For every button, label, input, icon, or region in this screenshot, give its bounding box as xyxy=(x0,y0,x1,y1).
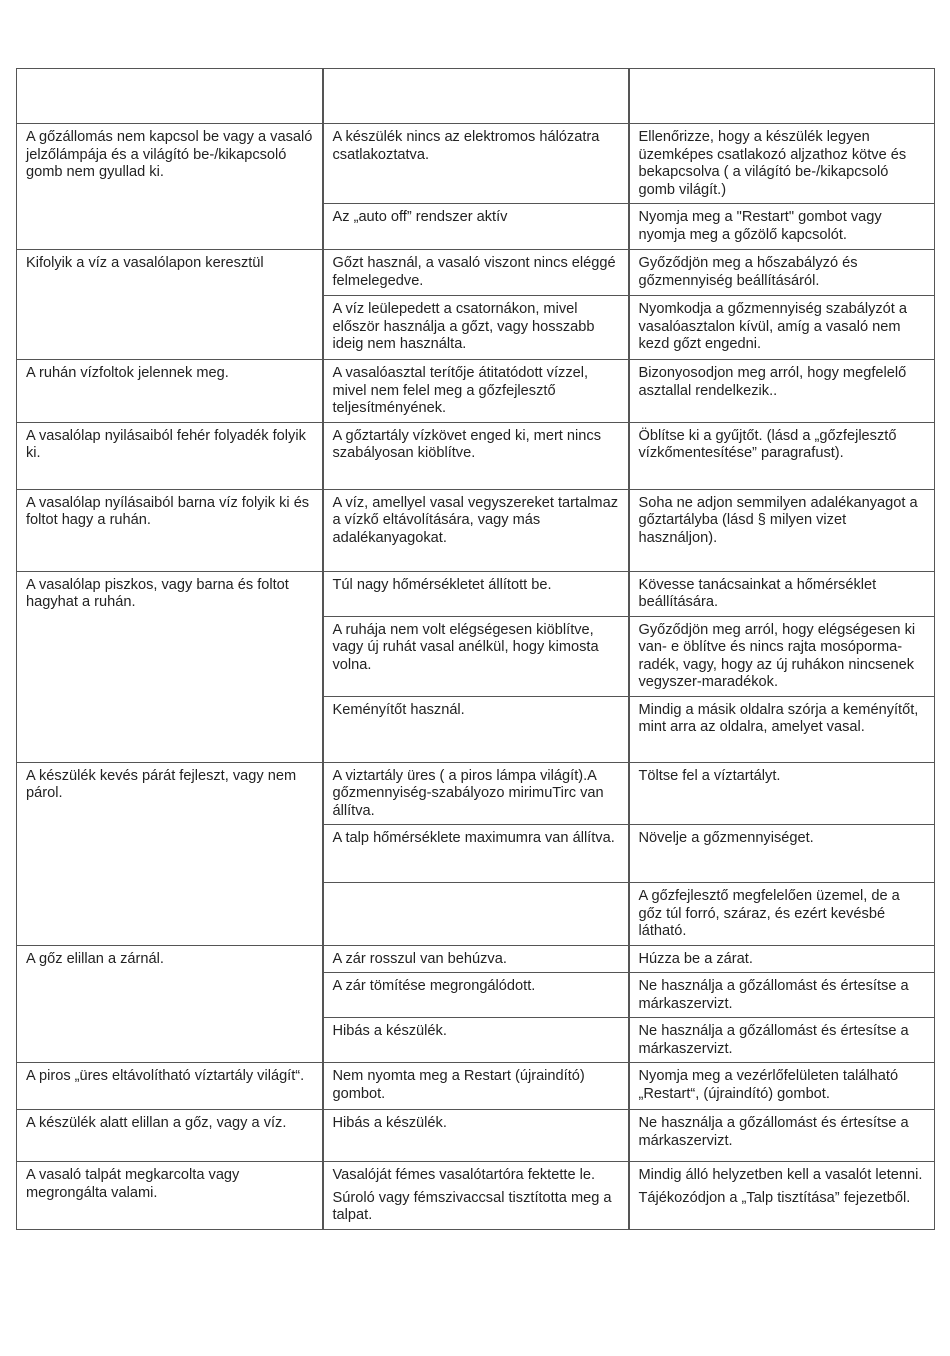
cause-cell: Gőzt használ, a vasaló viszont nincs eléggé felmelegedve. xyxy=(323,250,629,296)
header-solution xyxy=(629,69,935,124)
table-header-row xyxy=(17,69,935,124)
table-row xyxy=(17,422,935,489)
table-row xyxy=(17,945,935,973)
cause-cell: Keményítőt használ. xyxy=(323,696,629,762)
solution-cell: Győződjön meg a hőszabályzó és gőzmennyiség beállításáról. xyxy=(629,250,935,296)
table-row xyxy=(17,571,935,616)
solution-cell: Növelje a gőzmennyiséget. xyxy=(629,825,935,883)
solution-cell: Ne használja a gőzállomást és értesítse a márkaszervizt. xyxy=(629,1018,935,1063)
solution-cell: Mindig a másik oldalra szórja a keményítőt, mint arra az oldalra, amelyet vasal. xyxy=(629,696,935,762)
solution-cell: Töltse fel a víztartályt. xyxy=(629,762,935,825)
problem-cell: A vasalólap piszkos, vagy barna és foltot hagyhat a ruhán. xyxy=(17,571,323,762)
solution-cell: Ne használja a gőzállomást és értesítse a márkaszervizt. xyxy=(629,1110,935,1162)
solution-cell: Húzza be a zárat. xyxy=(629,945,935,973)
cause-cell xyxy=(323,1162,629,1230)
solution-cell: Nyomkodja a gőzmennyiség szabályzót a vasalóasztalon kívül, amíg a vasaló nem kezd gőzt engedni. xyxy=(629,296,935,360)
solution-cell: Ne használja a gőzállomást és értesítse a márkaszervizt. xyxy=(629,973,935,1018)
table-row xyxy=(17,124,935,204)
cause-cell: Hibás a készülék. xyxy=(323,1110,629,1162)
solution-cell: Győződjön meg arról, hogy elégségesen ki van- e öblítve és nincs rajta mosópormaradék, vagy, hogy az új ruhákon nincsenek vegyszer-maradékok. xyxy=(629,616,935,696)
header-cause xyxy=(323,69,629,124)
cause-text: Vasalóját fémes vasalótartóra fektette le. xyxy=(332,1167,596,1183)
solution-cell: Öblítse ki a gyűjtőt. (lásd a „gőzfejlesztő vízkőmentesítése” paragrafust). xyxy=(629,422,935,489)
problem-cell: A ruhán vízfoltok jelennek meg. xyxy=(17,360,323,423)
solution-cell: A gőzfejlesztő megfelelően üzemel, de a gőz túl forró, száraz, és ezért kevésbé látható. xyxy=(629,883,935,946)
solution-text-secondary: Tájékozódjon a „Talp tisztítása” fejezetből. xyxy=(638,1189,911,1206)
solution-cell: Soha ne adjon semmilyen adalékanyagot a gőztartályba (lásd § milyen vizet használjon). xyxy=(629,489,935,571)
table-row xyxy=(17,1110,935,1162)
solution-cell xyxy=(629,1162,935,1230)
cause-cell: A vasalóasztal terítője átitatódott vízzel, mivel nem felel meg a gőzfejlesztő teljesítményének. xyxy=(323,360,629,423)
cause-cell: A zár tömítése megrongálódott. xyxy=(323,973,629,1018)
problem-cell: A vasalólap nyílásaiból barna víz folyik ki és foltot hagy a ruhán. xyxy=(17,489,323,571)
cause-cell: Nem nyomta meg a Restart (újraindító) gombot. xyxy=(323,1063,629,1110)
cause-cell: Az „auto off” rendszer aktív xyxy=(323,204,629,250)
problem-cell: A vasaló talpát megkarcolta vagy megrongálta valami. xyxy=(17,1162,323,1230)
cause-cell: Hibás a készülék. xyxy=(323,1018,629,1063)
troubleshooting-table-body xyxy=(17,69,935,1230)
table-row xyxy=(17,250,935,296)
solution-cell: Bizonyosodjon meg arról, hogy megfelelő asztallal rendelkezik.. xyxy=(629,360,935,423)
problem-cell: A készülék alatt elillan a gőz, vagy a víz. xyxy=(17,1110,323,1162)
cause-cell: A víz, amellyel vasal vegyszereket tartalmaz a vízkő eltávolítására, vagy más adalékanyagokat. xyxy=(323,489,629,571)
problem-cell: Kifolyik a víz a vasalólapon keresztül xyxy=(17,250,323,360)
cause-cell: A zár rosszul van behúzva. xyxy=(323,945,629,973)
table-row xyxy=(17,1063,935,1110)
solution-cell: Nyomja meg a "Restart" gombot vagy nyomja meg a gőzölő kapcsolót. xyxy=(629,204,935,250)
cause-cell: A gőztartály vízkövet enged ki, mert nincs szabályosan kiöblítve. xyxy=(323,422,629,489)
cause-cell: A készülék nincs az elektromos hálózatra csatlakoztatva. xyxy=(323,124,629,204)
table-row xyxy=(17,489,935,571)
cause-cell: A viztartály üres ( a piros lámpa világít).A gőzmennyiség-szabályozo mirimuTirc van állítva. xyxy=(323,762,629,825)
solution-text: Mindig álló helyzetben kell a vasalót letenni. xyxy=(638,1167,923,1183)
troubleshooting-table xyxy=(16,68,935,1230)
header-problem xyxy=(17,69,323,124)
cause-cell: A víz leülepedett a csatornákon, mivel először használja a gőzt, vagy hosszabb ideig nem használta. xyxy=(323,296,629,360)
table-row xyxy=(17,360,935,423)
solution-cell: Kövesse tanácsainkat a hőmérséklet beállítására. xyxy=(629,571,935,616)
table-row xyxy=(17,762,935,825)
cause-cell: A talp hőmérséklete maximumra van állítva. xyxy=(323,825,629,883)
cause-cell: A ruhája nem volt elégségesen kiöblítve, vagy új ruhát vasal anélkül, hogy kimosta volna. xyxy=(323,616,629,696)
cause-text-secondary: Súroló vagy fémszivaccsal tisztította meg a talpat. xyxy=(332,1189,612,1223)
cause-cell: Túl nagy hőmérsékletet állított be. xyxy=(323,571,629,616)
problem-cell: A vasalólap nyilásaiból fehér folyadék folyik ki. xyxy=(17,422,323,489)
problem-cell: A készülék kevés párát fejleszt, vagy nem párol. xyxy=(17,762,323,945)
problem-cell: A piros „üres eltávolítható víztartály világít“. xyxy=(17,1063,323,1110)
cause-cell xyxy=(323,883,629,946)
solution-cell: Nyomja meg a vezérlőfelületen található „Restart“, (újraindító) gombot. xyxy=(629,1063,935,1110)
problem-cell: A gőzállomás nem kapcsol be vagy a vasaló jelzőlámpája és a világító be-/kikapcsoló gomb nem gyullad ki. xyxy=(17,124,323,250)
table-row xyxy=(17,1162,935,1230)
problem-cell: A gőz elillan a zárnál. xyxy=(17,945,323,1063)
solution-cell: Ellenőrizze, hogy a készülék legyen üzemképes csatlakozó aljzathoz kötve és bekapcsolva ( a világító be-/kikapcsoló gomb világít.) xyxy=(629,124,935,204)
